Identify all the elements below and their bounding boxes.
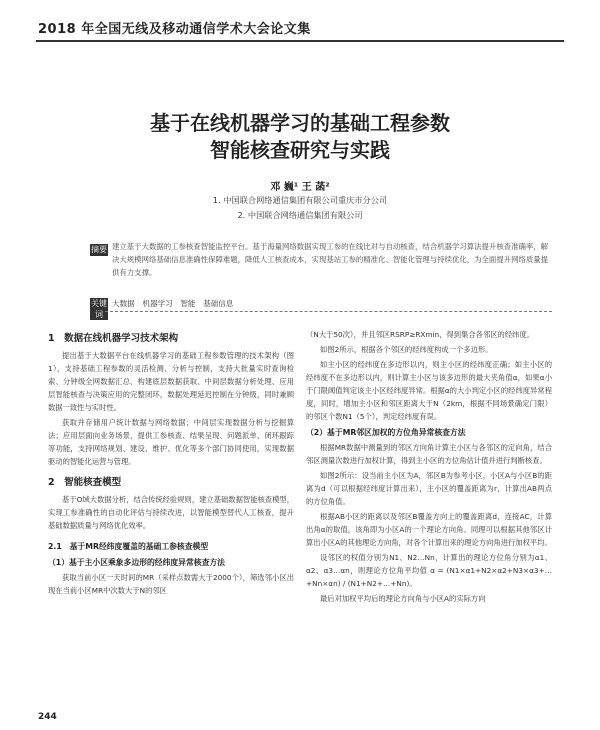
- author-line: 邓 巍¹ 王 菡²: [270, 182, 330, 193]
- subsubsection-heading: （1）基于主小区乘象多边形的经纬度异常核查方法: [48, 558, 225, 567]
- paper-title-line1: 基于在线机器学习的基础工程参数: [150, 111, 450, 135]
- paragraph: 获取当前小区一天时间的MR（采样点数需大于2000个），筛选邻小区出现在当前小区MR中次数大于N的邻区: [48, 573, 294, 595]
- paragraph: 根据MR数据中测量到的邻区方向角计算主小区与各邻区的定向角，结合邻区测量次数进行加权计算，得到主小区的方位角估计值并进行判断核查。: [306, 443, 552, 465]
- paragraph: 提出基于大数据平台在线机器学习的基础工程参数管理的技术架构（图1），支持基础工程参数的灵活检测、分析与控制，支持大批量实时查询检索、分钟级全网数据汇总，构建底层数据获取、中间层数据分析处理、应用层智能核查与决策应用的完整闭环，数据处理延迟控制在分钟级，同时兼顾数据一致性与实时性。: [48, 351, 294, 412]
- running-header: 2018 年全国无线及移动通信学术大会论文集: [38, 22, 311, 37]
- paragraph: 如图2所示：设当前主小区为A，邻区B为参考小区，小区A与小区B的距离为d（可以根据经纬度计算出来），主小区的覆盖距离为r，计算出AB两点的方位角值。: [306, 471, 552, 506]
- header-rule: [36, 40, 564, 42]
- keywords-divider: [105, 311, 552, 312]
- affiliation-2: 2. 中国联合网络通信集团有限公司: [237, 210, 363, 220]
- right-column: [306, 328, 552, 607]
- paragraph: 最后对加权平均后的理论方向角与小区A的实际方向: [320, 594, 486, 603]
- page-number: 244: [38, 712, 57, 722]
- affiliation-1: 1. 中国联合网络通信集团有限公司重庆市分公司: [212, 195, 388, 205]
- keywords-label: 关键词: [91, 299, 107, 319]
- keywords: [91, 298, 552, 319]
- left-column: [48, 328, 294, 599]
- paragraph: （N大于50次），并且邻区RSRP≥RXmin，得到集合各邻区的经纬度。: [306, 330, 535, 339]
- paragraph: 根据AB小区的距离以及邻区B覆盖方向上的覆盖距离d，连接AC，计算出角α的取值，该角即为小区A的一个理论方向角。同理可以根据其他邻区计算出小区A的其他理论方向角，对各个计算出来的理论方向角进行加权平均。: [306, 512, 552, 547]
- section-heading: 2 智能核查模型: [48, 477, 122, 488]
- keywords-text: 大数据 机器学习 智能 基础信息: [112, 299, 234, 308]
- section-heading: 1 数据在线机器学习技术架构: [48, 333, 179, 344]
- paragraph: 如主小区的经纬度在多边形以内，则主小区的经纬度正确；如主小区的经纬度不在多边形以内，则计算主小区与该多边形的最大夹角值α，如果α小于门限阈值判定该主小区经纬度异常。根据α的大小判定小区的经纬度异常程度，同时，增加主小区和邻区距离大于N（2km，根据不同场景确定门限）的邻区个数N1（5个），判定经纬度有误。: [306, 360, 552, 421]
- paragraph: 基于O域大数据分析，结合传统经验规则，建立基础数据智能核查模型，实现工参准确性的自动化评估与持续改进，以智能模型替代人工核查，提升基础数据质量与网络优化效率。: [48, 495, 294, 530]
- subsection-heading: 2.1 基于MR经纬度覆盖的基础工参核查模型: [48, 542, 209, 551]
- paragraph: 设邻区的权值分别为N1、N2…Nn，计算出的理论方位角分别为α1、α2、α3…αn，则理论方位角平均值 α = (N1×α1+N2×α2+N3×α3+…+Nn×αn) / (N1+N2+…+Nn)。: [306, 553, 552, 588]
- paragraph: 如图2所示，根据各个邻区的经纬度构成一个多边形。: [320, 345, 493, 354]
- abstract: [91, 240, 552, 279]
- paper-title-line2: 智能核查研究与实践: [210, 138, 390, 162]
- abstract-text: 建立基于大数据的工参核查智能监控平台。基于海量网络数据实现工参的在线比对与自动核查，结合机器学习算法提升核查准确率，解决大规模网络基础信息准确性保障难题，降低人工核查成本，实现基站工参的精准化、智能化管理与持续优化，为全面提升网络质量提供有力支撑。: [112, 242, 549, 277]
- abstract-label: 摘要: [91, 245, 107, 254]
- subsubsection-heading: （2）基于MR邻区加权的方位角异常核查方法: [306, 428, 466, 437]
- paragraph: 获取并存储用户统计数据与网络数据；中间层实现数据分析与挖掘算法；应用层面向业务场景，提供工参核查、结果呈现、问题派单、闭环跟踪等功能，支持网络规划、建设、维护、优化等多个部门协同使用，实现数据驱动的智能化运营与管理。: [48, 418, 294, 466]
